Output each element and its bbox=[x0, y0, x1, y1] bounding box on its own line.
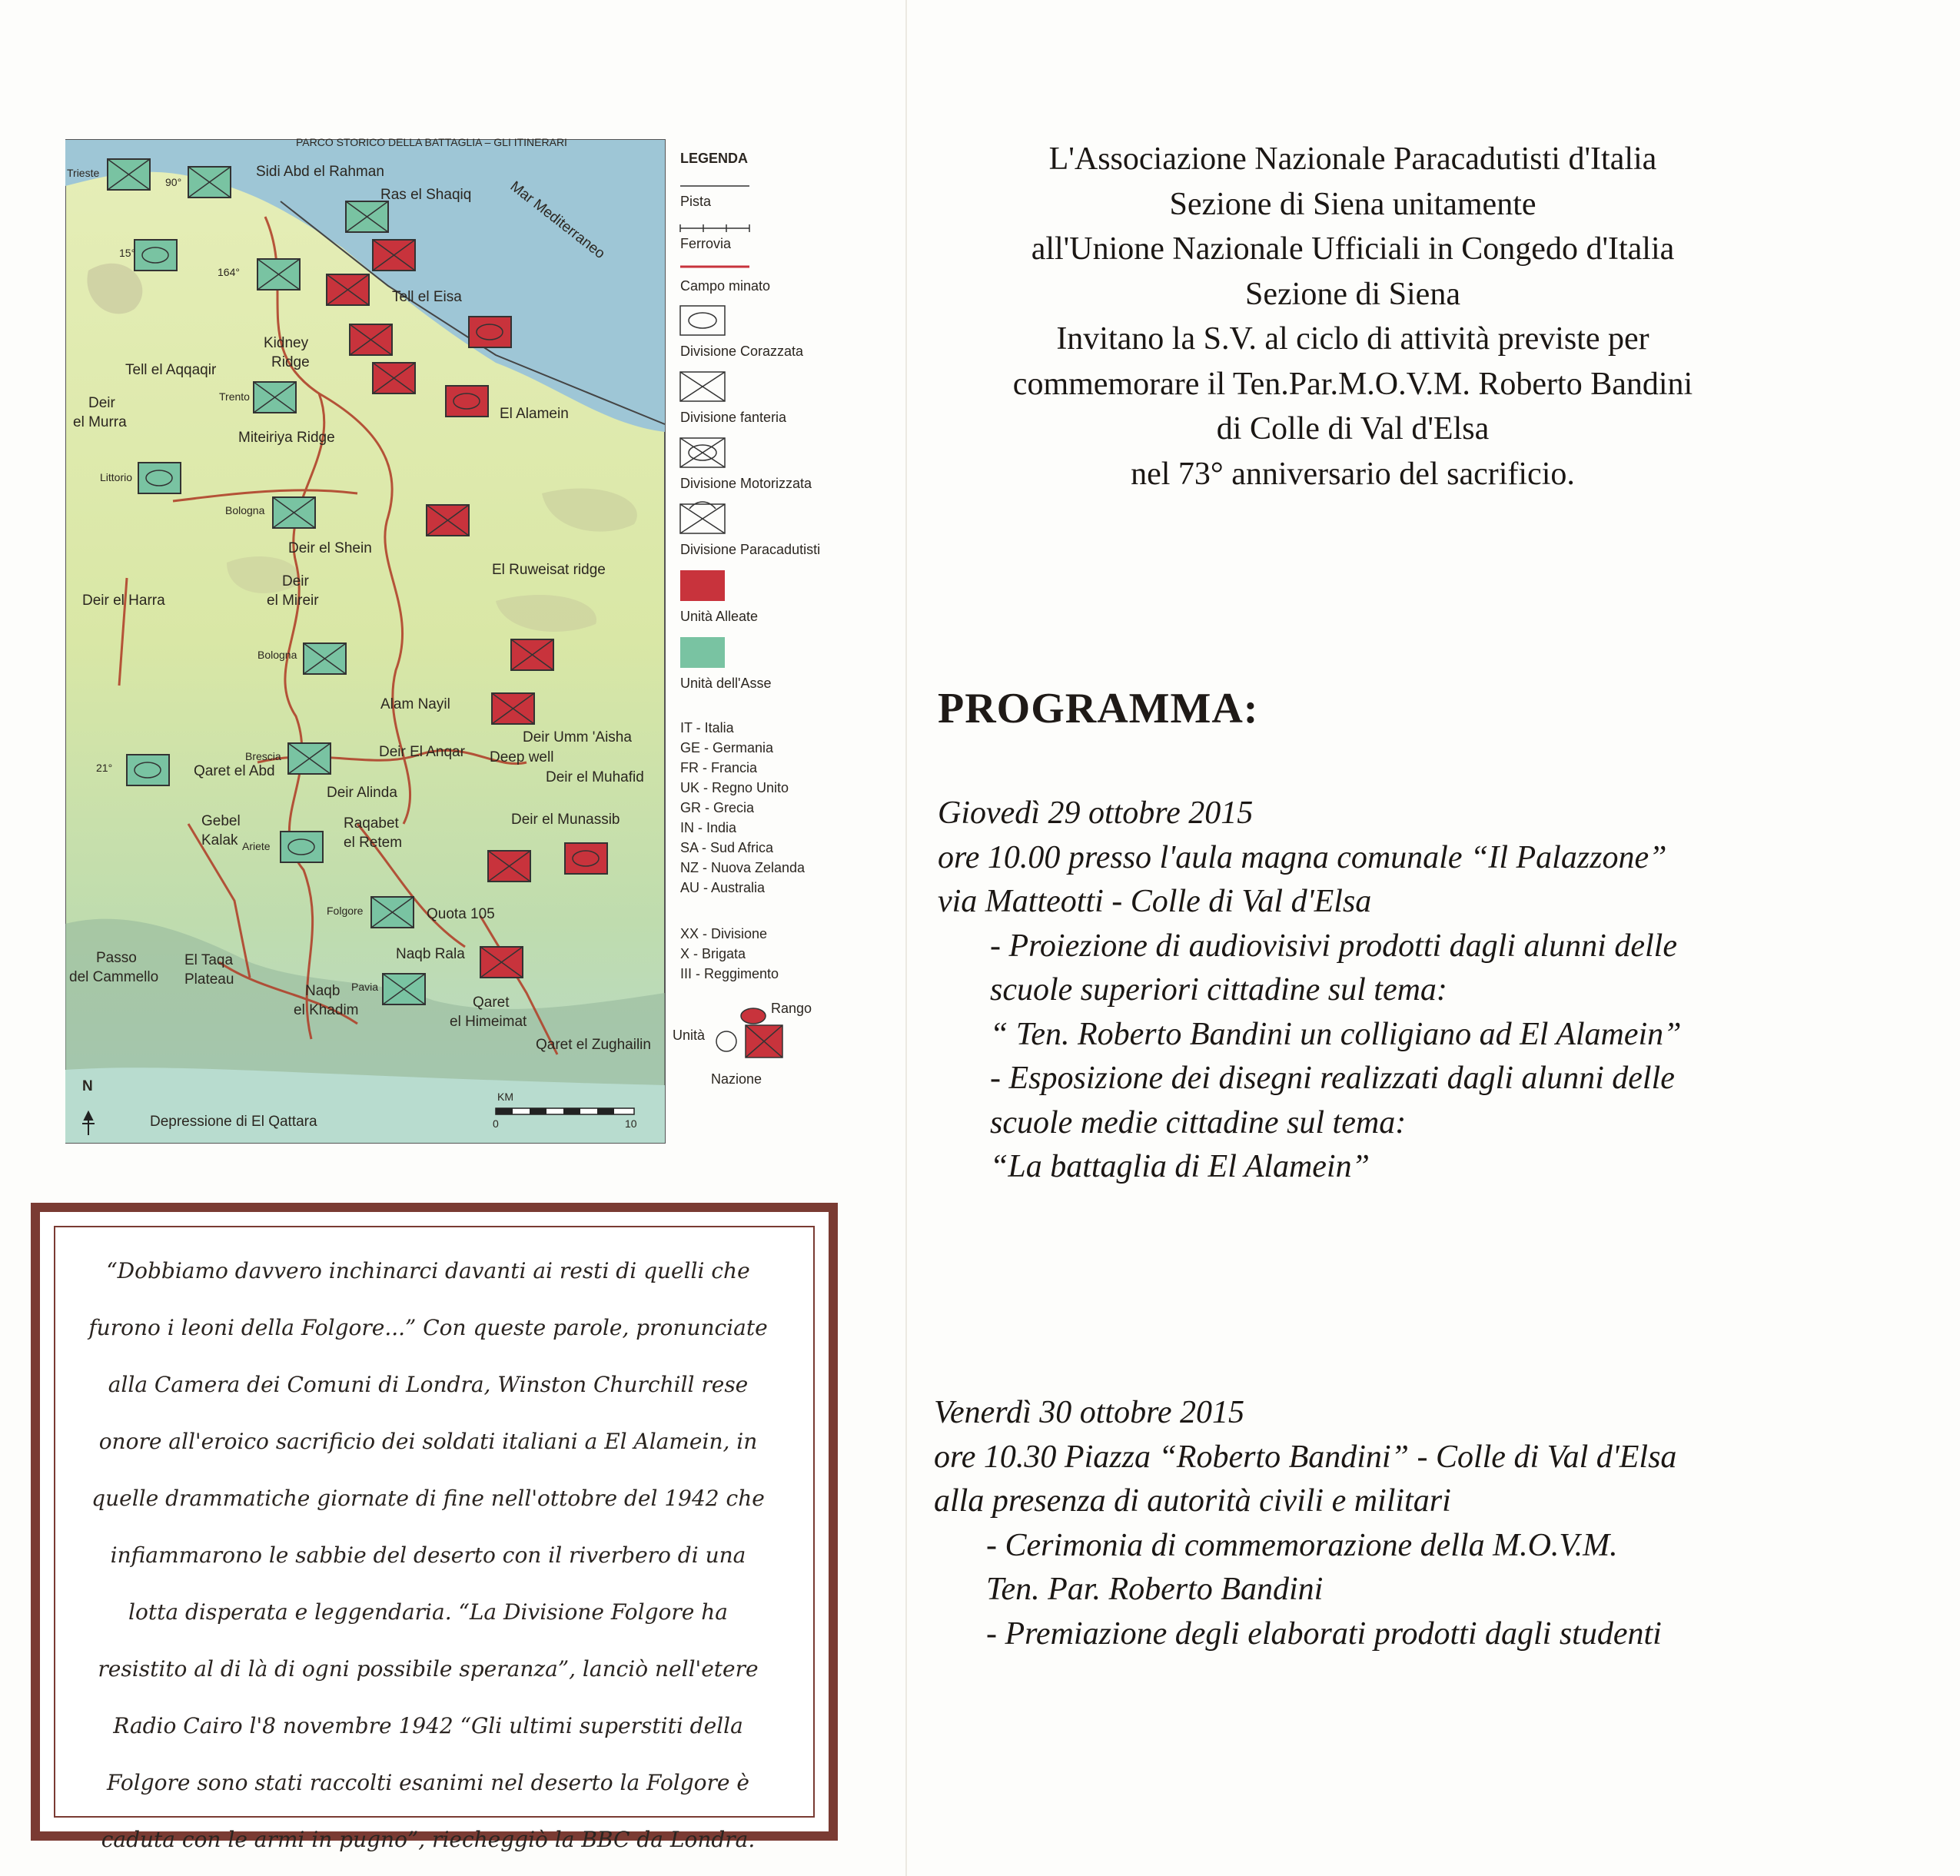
place-label: Passo bbox=[96, 950, 137, 966]
place-label: Mar Mediterraneo bbox=[507, 178, 608, 263]
event-line: ore 10.00 presso l'aula magna comunale “Il Palazzone” bbox=[938, 839, 1667, 875]
quote-text: “Dobbiamo davvero inchinarci davanti ai resti di quelli che furono i leoni della Folgore...” Con queste parole, pronunciate alla Camera dei Comuni di Londra, Winston Churchill rese onore all'eroico sacrificio dei soldati italiani a El Alamein, in quelle drammatiche giornate di fine nell'ottobre del 1942 che infiammarono le sabbie del deserto con il riverbero di una lotta disperata e leggendaria. “La Divisione Folgore ha resistito al di là di ogni possibile speranza”, lanciò nell'etere Radio Cairo l'8 novembre 1942 “Gli ultimi superstiti della Folgore sono stati raccolti esanimi nel deserto la Folgore è caduta con le armi in pugno”, riecheggiò la BBC da Londra. bbox=[88, 1258, 768, 1852]
event-item: - Proiezione di audiovisivi prodotti dagli alunni delle bbox=[990, 928, 1677, 964]
place-label: Kidney bbox=[264, 335, 309, 351]
code-item: SA - Sud Africa bbox=[680, 840, 774, 855]
intro-line: Sezione di Siena bbox=[1245, 276, 1460, 312]
place-label: Alam Nayil bbox=[380, 696, 450, 712]
event-2 bbox=[934, 1391, 1676, 1656]
unit-label: 15° bbox=[119, 247, 136, 259]
intro-line: di Colle di Val d'Elsa bbox=[1216, 411, 1490, 447]
legend-item: Divisione Motorizzata bbox=[680, 476, 812, 491]
event-line: via Matteotti - Colle di Val d'Elsa bbox=[938, 884, 1372, 919]
unit-label: Littorio bbox=[100, 471, 133, 483]
place-label: Deir el Shein bbox=[288, 540, 372, 556]
place-label: el Himeimat bbox=[450, 1014, 527, 1030]
legend-item: Divisione Corazzata bbox=[680, 344, 804, 359]
unit-label: Bologna bbox=[257, 649, 297, 661]
event-date: Giovedì 29 ottobre 2015 bbox=[938, 795, 1254, 831]
place-label: Kalak bbox=[201, 832, 238, 848]
event-item: “ Ten. Roberto Bandini un colligiano ad El Alamein” bbox=[990, 1016, 1682, 1052]
unit-label: Brescia bbox=[245, 750, 281, 762]
legend-title: LEGENDA bbox=[680, 151, 749, 166]
scale-label: 10 bbox=[625, 1117, 637, 1130]
event-line: alla presenza di autorità civili e militari bbox=[934, 1483, 1451, 1519]
legend-rango: Rango bbox=[771, 1001, 812, 1016]
rank-item: XX - Divisione bbox=[680, 926, 768, 941]
event-item: scuole medie cittadine sul tema: bbox=[990, 1104, 1407, 1141]
unit-label: Pavia bbox=[351, 981, 379, 993]
legend-item: Unità Alleate bbox=[680, 609, 759, 624]
place-label: Depressione di El Qattara bbox=[150, 1114, 317, 1130]
place-label: el Mireir bbox=[267, 593, 319, 609]
place-label: Naqb Rala bbox=[396, 946, 465, 962]
place-label: Deir el Muhafid bbox=[546, 769, 644, 785]
place-label: Naqb bbox=[305, 983, 341, 999]
map-header: PARCO STORICO DELLA BATTAGLIA – GLI ITINERARI bbox=[296, 136, 567, 148]
place-label: El Taqa bbox=[184, 952, 234, 968]
place-label: Ridge bbox=[271, 354, 310, 370]
legend-item: Pista bbox=[680, 194, 712, 209]
battle-map bbox=[65, 132, 834, 1147]
place-label: del Cammello bbox=[69, 969, 159, 985]
unit-label: Ariete bbox=[242, 840, 271, 852]
quote-box bbox=[31, 1203, 838, 1852]
code-item: NZ - Nuova Zelanda bbox=[680, 860, 806, 875]
scale-label: KM bbox=[497, 1091, 513, 1103]
place-label: Raqabet bbox=[344, 815, 399, 832]
intro-line: L'Associazione Nazionale Paracadutisti d'Italia bbox=[1048, 141, 1657, 177]
unit-label: Trieste bbox=[67, 167, 100, 179]
place-label: El Alamein bbox=[500, 406, 569, 422]
event-item: - Esposizione dei disegni realizzati dagli alunni delle bbox=[990, 1061, 1675, 1096]
place-label: Deir El Anqar bbox=[379, 744, 465, 760]
unit-label: 90° bbox=[165, 176, 182, 188]
place-label: El Ruweisat ridge bbox=[492, 562, 606, 578]
unit-label: 164° bbox=[218, 266, 240, 278]
event-item: “La battaglia di El Alamein” bbox=[990, 1149, 1370, 1184]
invitation-intro bbox=[892, 137, 1814, 496]
place-label: Plateau bbox=[184, 971, 234, 988]
intro-line: nel 73° anniversario del sacrificio. bbox=[1131, 456, 1575, 492]
code-item: UK - Regno Unito bbox=[680, 780, 789, 795]
intro-line: all'Unione Nazionale Ufficiali in Congedo d'Italia bbox=[1031, 231, 1675, 267]
rank-item: X - Brigata bbox=[680, 946, 746, 961]
legend-unita: Unità bbox=[673, 1028, 706, 1043]
legend-item: Divisione fanteria bbox=[680, 410, 787, 425]
code-item: AU - Australia bbox=[680, 880, 766, 895]
unit-label: Trento bbox=[219, 390, 250, 403]
place-label: Deir bbox=[282, 573, 309, 589]
code-item: GR - Grecia bbox=[680, 800, 755, 815]
unit-label: 21° bbox=[96, 762, 113, 774]
place-label: el Murra bbox=[73, 414, 127, 430]
code-item: IN - India bbox=[680, 820, 737, 835]
place-label: Quota 105 bbox=[427, 906, 495, 922]
rank-item: III - Reggimento bbox=[680, 966, 779, 981]
legend-nazione: Nazione bbox=[711, 1071, 762, 1087]
place-label: Qaret bbox=[473, 994, 510, 1011]
place-label: Qaret el Zughailin bbox=[536, 1037, 651, 1053]
place-label: Deep well bbox=[490, 749, 554, 765]
place-label: el Khadim bbox=[294, 1002, 359, 1018]
scale-label: 0 bbox=[493, 1117, 499, 1130]
place-label: Deir Umm 'Aisha bbox=[523, 729, 632, 745]
intro-line: commemorare il Ten.Par.M.O.V.M. Roberto Bandini bbox=[1012, 366, 1693, 402]
event-item: - Premiazione degli elaborati prodotti dagli studenti bbox=[986, 1615, 1662, 1652]
legend-item: Ferrovia bbox=[680, 236, 732, 251]
place-label: Tell el Aqqaqir bbox=[125, 362, 217, 378]
legend-item: Campo minato bbox=[680, 278, 771, 294]
programma-title: PROGRAMMA: bbox=[938, 685, 1259, 732]
place-label: Deir bbox=[88, 395, 115, 411]
country-codes bbox=[680, 718, 805, 898]
place-label: Qaret el Abd bbox=[194, 763, 275, 779]
place-label: Deir el Munassib bbox=[511, 812, 620, 828]
event-item: scuole superiori cittadine sul tema: bbox=[990, 972, 1447, 1008]
code-item: FR - Francia bbox=[680, 760, 758, 775]
code-item: IT - Italia bbox=[680, 720, 734, 735]
place-label: el Retem bbox=[344, 835, 403, 851]
intro-line: Sezione di Siena unitamente bbox=[1169, 186, 1536, 222]
code-item: GE - Germania bbox=[680, 740, 774, 755]
north-label: N bbox=[82, 1078, 93, 1094]
event-line: ore 10.30 Piazza “Roberto Bandini” - Colle di Val d'Elsa bbox=[934, 1439, 1677, 1475]
event-date: Venerdì 30 ottobre 2015 bbox=[934, 1395, 1245, 1430]
place-label: Tell el Eisa bbox=[392, 289, 462, 305]
legend-item: Divisione Paracadutisti bbox=[680, 542, 821, 557]
event-item: - Cerimonia di commemorazione della M.O.V.M. bbox=[986, 1527, 1618, 1563]
event-item: Ten. Par. Roberto Bandini bbox=[986, 1572, 1324, 1607]
place-label: Deir el Harra bbox=[82, 593, 165, 609]
legend-item: Unità dell'Asse bbox=[680, 676, 772, 691]
place-label: Ras el Shaqiq bbox=[380, 187, 472, 203]
place-label: Deir Alinda bbox=[327, 785, 397, 801]
unit-label: Bologna bbox=[225, 504, 265, 516]
unit-label: Folgore bbox=[327, 905, 364, 917]
place-label: Gebel bbox=[201, 813, 241, 829]
event-1 bbox=[938, 792, 1682, 1190]
place-label: Miteiriya Ridge bbox=[238, 430, 335, 446]
intro-line: Invitano la S.V. al ciclo di attività previste per bbox=[1056, 321, 1649, 357]
rank-codes bbox=[680, 924, 779, 984]
place-label: Sidi Abd el Rahman bbox=[256, 164, 384, 180]
